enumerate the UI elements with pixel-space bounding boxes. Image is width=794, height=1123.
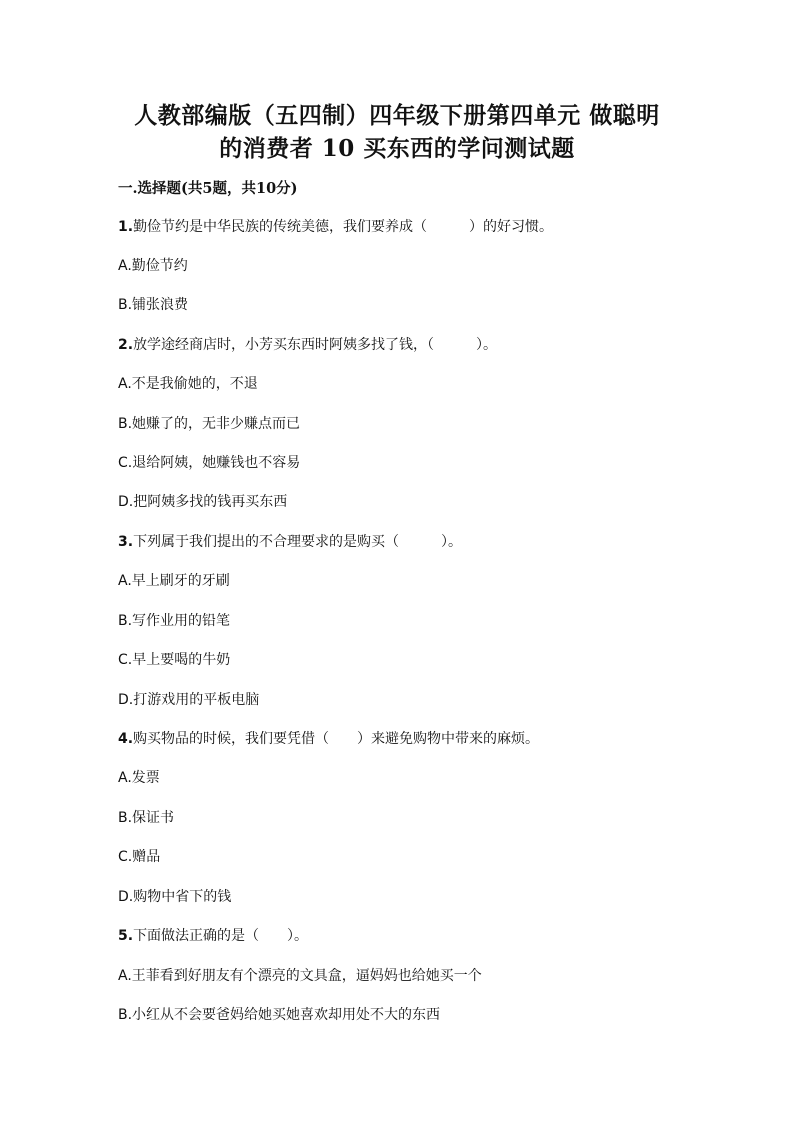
question-number: 3.	[118, 534, 134, 550]
question-2-option-d: D.把阿姨多找的钱再买东西	[118, 494, 288, 510]
question-number: 4.	[118, 731, 134, 747]
question-number: 2.	[118, 337, 134, 353]
question-text: 下面做法正确的是（ ）。	[133, 928, 309, 944]
question-4-option-b: B.保证书	[118, 810, 175, 826]
document-title-line-2: 的消费者 10 买东西的学问测试题	[219, 135, 575, 162]
question-text: 放学途经商店时，小芳买东西时阿姨多找了钱，（ ）。	[133, 337, 498, 353]
question-5	[118, 926, 308, 946]
question-2-option-b: B.她赚了的，无非少赚点而已	[118, 416, 301, 432]
question-4	[118, 729, 539, 749]
question-text: 勤俭节约是中华民族的传统美德，我们要养成（ ）的好习惯。	[133, 219, 554, 235]
section-heading: 一.选择题(共5题，共10分)	[118, 180, 298, 197]
document-title-line-1: 人教部编版（五四制）四年级下册第四单元 做聪明	[134, 102, 660, 129]
question-3-option-d: D.打游戏用的平板电脑	[118, 692, 260, 708]
question-3-option-c: C.早上要喝的牛奶	[118, 652, 231, 668]
question-5-option-b: B.小红从不会要爸妈给她买她喜欢却用处不大的东西	[118, 1007, 441, 1023]
question-1	[118, 217, 553, 237]
question-4-option-a: A.发票	[118, 770, 160, 786]
question-1-option-b: B.铺张浪费	[118, 297, 189, 313]
question-5-option-a: A.王菲看到好朋友有个漂亮的文具盒，逼妈妈也给她买一个	[118, 968, 482, 984]
question-3	[118, 532, 462, 552]
question-4-option-d: D.购物中省下的钱	[118, 889, 232, 905]
question-2-option-c: C.退给阿姨，她赚钱也不容易	[118, 455, 301, 471]
question-2-option-a: A.不是我偷她的，不退	[118, 376, 258, 392]
question-text: 购买物品的时候，我们要凭借（ ）来避免购物中带来的麻烦。	[133, 731, 540, 747]
question-1-option-a: A.勤俭节约	[118, 258, 188, 274]
question-4-option-c: C.赠品	[118, 849, 161, 865]
question-3-option-b: B.写作业用的铅笔	[118, 613, 231, 629]
question-number: 1.	[118, 219, 134, 235]
question-number: 5.	[118, 928, 134, 944]
question-text: 下列属于我们提出的不合理要求的是购买（ ）。	[133, 534, 463, 550]
question-3-option-a: A.早上刷牙的牙刷	[118, 573, 230, 589]
question-2	[118, 335, 497, 355]
